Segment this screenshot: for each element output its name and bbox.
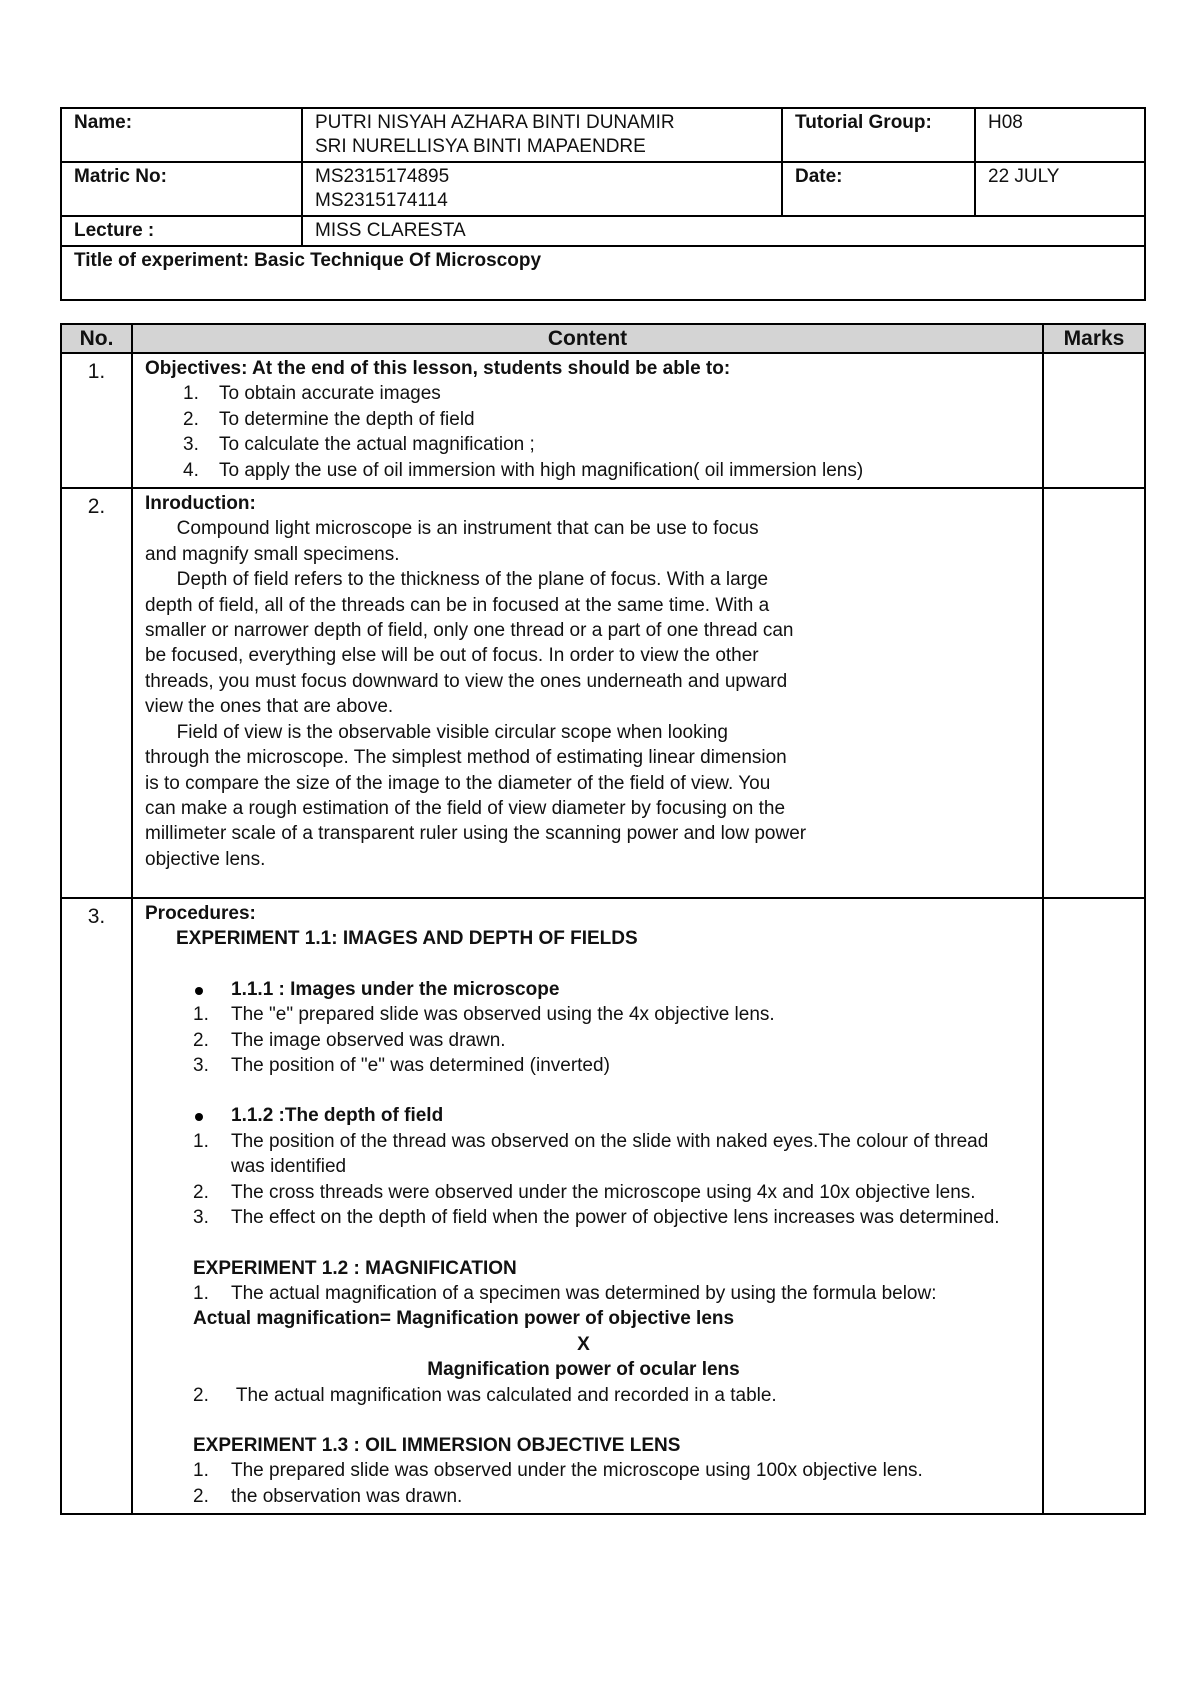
- intro-line: be focused, everything else will be out of focus. In order to view the other: [145, 645, 759, 667]
- intro-line: is to compare the size of the image to the diameter of the field of view. You: [145, 772, 771, 794]
- intro-line: Depth of field refers to the thickness of the plane of focus. With a large: [145, 569, 769, 591]
- tutorial-group-label: Tutorial Group:: [782, 108, 975, 162]
- marks-cell: [1043, 488, 1145, 898]
- header-marks: Marks: [1043, 324, 1145, 353]
- list-item: 2. The actual magnification was calculated and recorded in a table.: [193, 1384, 777, 1406]
- matric-label: Matric No:: [61, 162, 302, 216]
- list-item: 1. The position of the thread was observed on the slide with naked eyes.The colour of thread was identified: [193, 1130, 989, 1178]
- subsection-1-1-1: 1.1.1 : Images under the microscope: [145, 977, 1022, 1002]
- intro-line: depth of field, all of the threads can be in focused at the same time. With a: [145, 594, 770, 616]
- procedures-heading: Procedures:: [145, 903, 256, 925]
- experiment-1-3-heading: EXPERIMENT 1.3 : OIL IMMERSION OBJECTIVE LENS: [193, 1434, 681, 1456]
- intro-line: threads, you must focus downward to view the ones underneath and upward: [145, 670, 788, 692]
- date-label: Date:: [782, 162, 975, 216]
- bullet-icon: [195, 987, 203, 995]
- intro-line: and magnify small specimens.: [145, 543, 400, 565]
- table-row: [61, 898, 1145, 1514]
- procedure-list: [145, 1458, 1022, 1509]
- list-item: 2. To determine the depth of field: [183, 408, 475, 430]
- name-row: [61, 108, 1145, 162]
- title-row: [61, 246, 1145, 300]
- name-label: Name:: [61, 108, 302, 162]
- introduction-cell: [132, 488, 1043, 898]
- list-item: 3. The position of "e" was determined (inverted): [193, 1055, 610, 1077]
- intro-line: can make a rough estimation of the field of view diameter by focusing on the: [145, 797, 786, 819]
- intro-line: objective lens.: [145, 848, 266, 870]
- intro-line: smaller or narrower depth of field, only one thread or a part of one thread can: [145, 620, 794, 642]
- experiment-1-2-heading: EXPERIMENT 1.2 : MAGNIFICATION: [193, 1257, 517, 1279]
- procedure-list: [145, 1383, 1022, 1408]
- procedures-cell: [132, 898, 1043, 1514]
- table-row: [61, 353, 1145, 488]
- list-item: 3. To calculate the actual magnification ;: [183, 434, 535, 456]
- list-item: 4. To apply the use of oil immersion with high magnification( oil immersion lens): [183, 459, 864, 481]
- list-item: 2. The cross threads were observed under the microscope using 4x and 10x objective lens.: [193, 1181, 976, 1203]
- list-item: 1. The actual magnification of a specimen was determined by using the formula below:: [193, 1282, 937, 1304]
- formula-line-1: Actual magnification= Magnification power of objective lens: [193, 1308, 735, 1330]
- lecture-label: Lecture :: [61, 216, 302, 246]
- tutorial-group-value: H08: [975, 108, 1145, 162]
- list-item: 2. the observation was drawn.: [193, 1485, 463, 1507]
- subsection-1-1-2: 1.1.2 :The depth of field: [145, 1103, 1022, 1128]
- matric-value: [302, 162, 782, 216]
- list-item: 3. The effect on the depth of field when the power of objective lens increases was determined.: [193, 1207, 1000, 1229]
- name-value: [302, 108, 782, 162]
- content-table: [60, 323, 1146, 1515]
- list-item: 1. The "e" prepared slide was observed using the 4x objective lens.: [193, 1004, 775, 1026]
- intro-line: Compound light microscope is an instrument that can be use to focus: [145, 518, 759, 540]
- intro-line: millimeter scale of a transparent ruler using the scanning power and low power: [145, 823, 807, 845]
- lecture-row: [61, 216, 1145, 246]
- marks-cell: [1043, 353, 1145, 488]
- date-value: 22 JULY: [975, 162, 1145, 216]
- bullet-icon: [195, 1113, 203, 1121]
- row-number: 1.: [61, 353, 132, 488]
- name-1: PUTRI NISYAH AZHARA BINTI DUNAMIR: [315, 112, 675, 133]
- procedure-list: [145, 1129, 1022, 1231]
- formula-multiply: X: [577, 1333, 590, 1355]
- procedure-list: [145, 1281, 1022, 1306]
- table-row: [61, 488, 1145, 898]
- objectives-list: [145, 381, 1042, 483]
- header-row: [61, 324, 1145, 353]
- experiment-title: Title of experiment: Basic Technique Of Microscopy: [61, 246, 1145, 300]
- header-content: Content: [132, 324, 1043, 353]
- list-item: 1. To obtain accurate images: [183, 383, 441, 405]
- row-number: 3.: [61, 898, 132, 1514]
- name-2: SRI NURELLISYA BINTI MAPAENDRE: [315, 136, 646, 157]
- row-number: 2.: [61, 488, 132, 898]
- experiment-1-1-heading: EXPERIMENT 1.1: IMAGES AND DEPTH OF FIELDS: [176, 928, 638, 950]
- formula-line-2: Magnification power of ocular lens: [427, 1359, 740, 1381]
- list-item: 1. The prepared slide was observed under the microscope using 100x objective lens.: [193, 1460, 923, 1482]
- header-no: No.: [61, 324, 132, 353]
- intro-line: Field of view is the observable visible circular scope when looking: [145, 721, 728, 743]
- objectives-heading: Objectives: At the end of this lesson, students should be able to:: [145, 358, 731, 379]
- lecture-value: MISS CLARESTA: [302, 216, 1145, 246]
- student-info-table: [60, 107, 1146, 301]
- introduction-heading: Inroduction:: [145, 493, 256, 515]
- objectives-cell: [132, 353, 1043, 488]
- matric-2: MS2315174114: [315, 190, 448, 211]
- list-item: 2. The image observed was drawn.: [193, 1029, 506, 1051]
- intro-line: through the microscope. The simplest method of estimating linear dimension: [145, 747, 787, 769]
- intro-line: view the ones that are above.: [145, 696, 394, 718]
- procedure-list: [145, 1002, 1022, 1078]
- marks-cell: [1043, 898, 1145, 1514]
- matric-1: MS2315174895: [315, 166, 450, 187]
- matric-row: [61, 162, 1145, 216]
